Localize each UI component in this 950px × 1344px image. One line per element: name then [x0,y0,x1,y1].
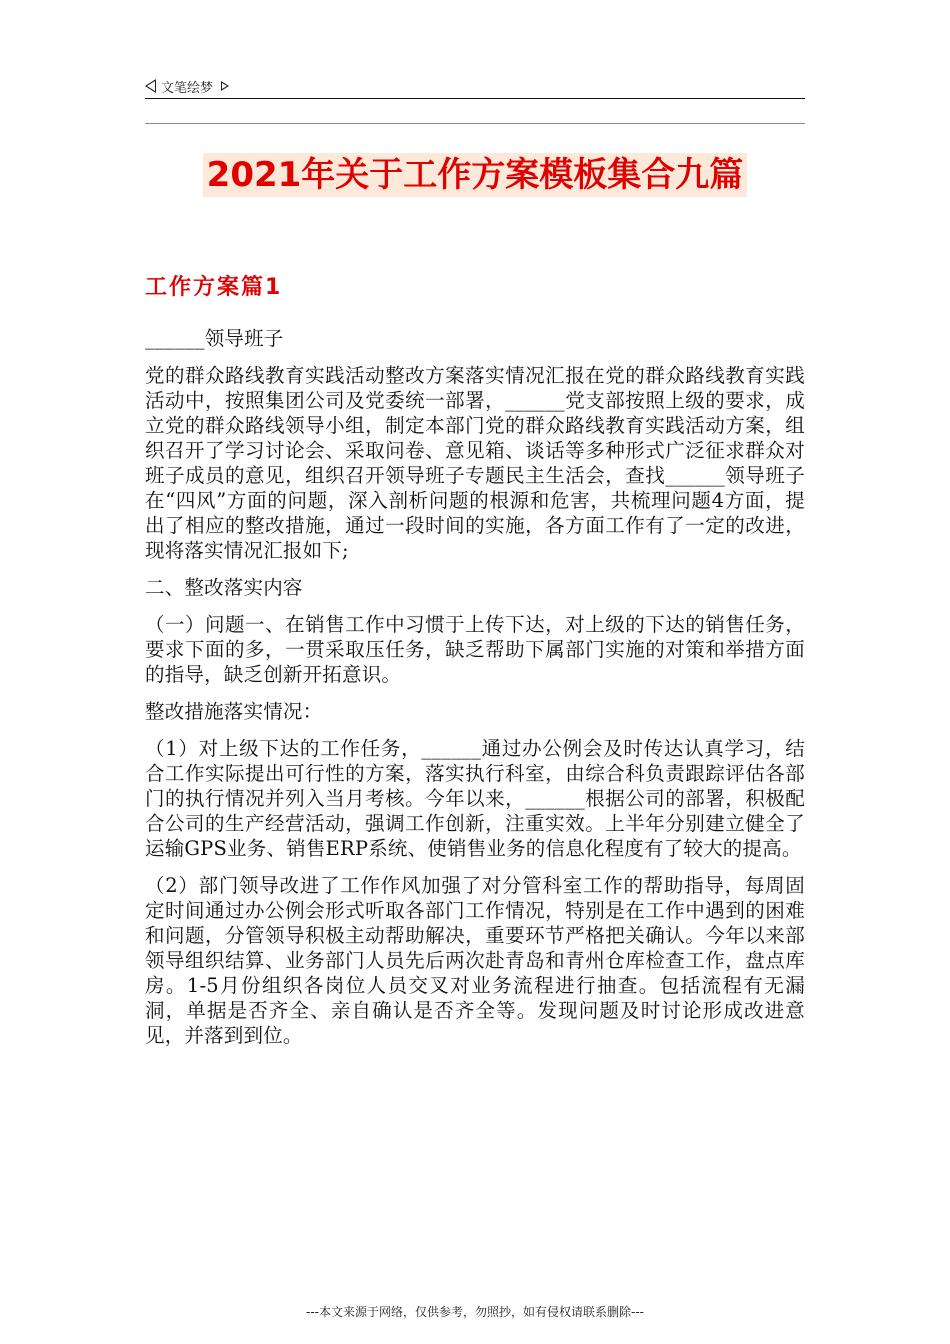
paragraph-measure-2: （2）部门领导改进了工作作风加强了对分管科室工作的帮助指导，每周固定时间通过办公例会形式听取各部门工作情况，特别是在工作中遇到的困难和问题，分管领导积极主动帮助解决，重要环节严格把关确认。今年以来部领导组织结算、业务部门人员先后两次赴青岛和青州仓库检查工作，盘点库房。1-5月份组织各岗位人员交叉对业务流程进行抽查。包括流程有无漏洞，单据是否齐全、亲自确认是否齐全等。发现问题及时讨论形成改进意见，并落到到位。 [145,874,805,1047]
paragraph-measure-1: （1）对上级下达的工作任务，______通过办公例会及时传达认真学习，结合工作实际提出可行性的方案，落实执行科室，由综合科负责跟踪评估各部门的执行情况并列入当月考核。今年以来，______根据公司的部署，积极配合公司的生产经营活动，强调工作创新，注重实效。上半年分别建立健全了运输GPS业务、销售ERP系统、使销售业务的信息化程度有了较大的提高。 [145,737,805,860]
left-triangle-icon [145,79,156,93]
paragraph-intro: 党的群众路线教育实践活动整改方案落实情况汇报在党的群众路线教育实践活动中，按照集团公司及党委统一部署，______党支部按照上级的要求，成立党的群众路线领导小组，制定本部门党的群众路线教育实践活动方案，组织召开了学习讨论会、采取问卷、意见箱、谈话等多种形式广泛征求群众对班子成员的意见，组织召开领导班子专题民主生活会，查找______领导班子在“四风”方面的问题，深入剖析问题的根源和危害，共梳理问题4方面，提出了相应的整改措施，通过一段时间的实施，各方面工作有了一定的改进，现将落实情况汇报如下; [145,364,805,562]
title-container [0,153,950,197]
right-triangle-icon [221,81,229,91]
header-label: 文笔绘梦 [161,80,214,96]
page-header [145,74,805,98]
header-divider [145,98,805,99]
paragraph-addressee: ______领导班子 [145,327,284,350]
document-body [145,326,805,1060]
section-heading: 工作方案篇1 [145,275,283,300]
document-title: 2021年关于工作方案模板集合九篇 [203,153,748,197]
header-accent-divider [145,123,805,124]
paragraph-problem-one: （一）问题一、在销售工作中习惯于上传下达，对上级的下达的销售任务，要求下面的多，一贯采取压任务，缺乏帮助下属部门实施的对策和举措方面的指导，缺乏创新开拓意识。 [145,613,805,686]
page-footer: ---本文来源于网络，仅供参考，勿照抄，如有侵权请联系删除--- [306,1305,644,1319]
paragraph-measures-heading: 整改措施落实情况： [145,700,323,723]
paragraph-subheading: 二、整改落实内容 [145,576,303,599]
